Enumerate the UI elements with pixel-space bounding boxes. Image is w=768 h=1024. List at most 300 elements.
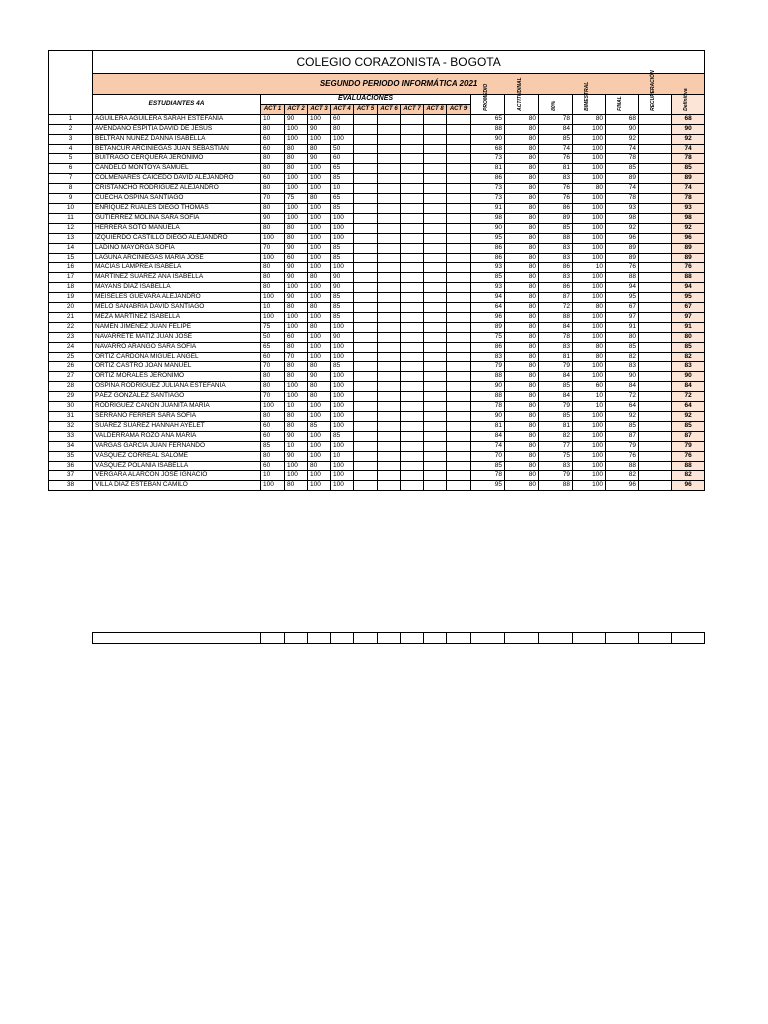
recuperacion-value xyxy=(639,461,672,471)
act3-score: 80 xyxy=(308,194,331,204)
act3-score: 80 xyxy=(308,322,331,332)
table-row xyxy=(49,362,705,372)
act1-score: 80 xyxy=(261,154,285,164)
empty-cell xyxy=(401,372,424,382)
act3-score: 80 xyxy=(308,303,331,313)
eighty-pct-value: 79 xyxy=(539,402,573,412)
act2-score: 90 xyxy=(285,293,308,303)
actitudinal-header xyxy=(505,77,539,115)
empty-cell xyxy=(354,421,378,431)
eighty-pct-value: 72 xyxy=(539,303,573,313)
table-row xyxy=(49,273,705,283)
actitudinal-value: 80 xyxy=(505,392,539,402)
empty-cell xyxy=(447,322,471,332)
act2-score: 100 xyxy=(285,471,308,481)
act1-score: 60 xyxy=(261,134,285,144)
actitudinal-value: 80 xyxy=(505,441,539,451)
definitiva-value: 84 xyxy=(672,382,705,392)
empty-cell xyxy=(424,253,447,263)
row-number: 15 xyxy=(49,253,93,263)
bimestral-value: 100 xyxy=(573,213,606,223)
empty-cell xyxy=(639,633,672,644)
eighty-pct-value: 78 xyxy=(539,114,573,124)
empty-cell xyxy=(539,633,573,644)
act3-score: 100 xyxy=(308,223,331,233)
act-header-6: ACT 6 xyxy=(378,104,401,114)
recuperacion-value xyxy=(639,421,672,431)
row-number: 14 xyxy=(49,243,93,253)
eighty-pct-value: 86 xyxy=(539,283,573,293)
empty-cell xyxy=(378,154,401,164)
act1-score: 100 xyxy=(261,233,285,243)
final-value: 98 xyxy=(606,213,639,223)
bimestral-value: 100 xyxy=(573,372,606,382)
act2-score: 100 xyxy=(285,382,308,392)
act2-score: 80 xyxy=(285,372,308,382)
act3-score: 90 xyxy=(308,372,331,382)
act4-score: 100 xyxy=(331,421,354,431)
empty-cell xyxy=(401,451,424,461)
actitudinal-value: 80 xyxy=(505,223,539,233)
table-row xyxy=(49,174,705,184)
empty-cell xyxy=(354,273,378,283)
empty-cell xyxy=(447,372,471,382)
actitudinal-value: 80 xyxy=(505,303,539,313)
final-value: 78 xyxy=(606,194,639,204)
empty-cell xyxy=(285,633,308,644)
act4-score: 100 xyxy=(331,461,354,471)
act4-score: 85 xyxy=(331,203,354,213)
empty-cell xyxy=(354,174,378,184)
actitudinal-value: 80 xyxy=(505,114,539,124)
final-value: 92 xyxy=(606,412,639,422)
student-name: CRISTANCHO RODRIGUEZ ALEJANDRO xyxy=(93,184,261,194)
act4-score: 60 xyxy=(331,114,354,124)
promedio-value: 73 xyxy=(471,184,505,194)
recuperacion-value xyxy=(639,253,672,263)
empty-cell xyxy=(424,412,447,422)
act2-score: 90 xyxy=(285,243,308,253)
empty-cell xyxy=(447,184,471,194)
promedio-value: 70 xyxy=(471,451,505,461)
actitudinal-value: 80 xyxy=(505,372,539,382)
empty-cell xyxy=(401,342,424,352)
empty-cell xyxy=(378,203,401,213)
final-value: 89 xyxy=(606,174,639,184)
row-number: 16 xyxy=(49,263,93,273)
definitiva-value: 82 xyxy=(672,471,705,481)
definitiva-value: 92 xyxy=(672,223,705,233)
act3-score: 100 xyxy=(308,412,331,422)
actitudinal-value: 80 xyxy=(505,451,539,461)
student-name: ENRÍQUEZ RUALES DIEGO THOMÁS xyxy=(93,203,261,213)
act3-score: 100 xyxy=(308,332,331,342)
final-value: 90 xyxy=(606,372,639,382)
promedio-value: 91 xyxy=(471,203,505,213)
table-row xyxy=(49,144,705,154)
empty-cell xyxy=(378,481,401,491)
eighty-pct-value: 84 xyxy=(539,372,573,382)
eighty-pct-value: 83 xyxy=(539,174,573,184)
empty-cell xyxy=(424,184,447,194)
final-value: 85 xyxy=(606,342,639,352)
student-name: BUITRAGO CERQUERA JERÓNIMO xyxy=(93,154,261,164)
empty-cell xyxy=(401,184,424,194)
empty-cell xyxy=(447,124,471,134)
empty-cell xyxy=(401,471,424,481)
table-row xyxy=(49,213,705,223)
act3-score: 100 xyxy=(308,431,331,441)
empty-cell xyxy=(354,203,378,213)
empty-cell xyxy=(573,633,606,644)
actitudinal-value: 80 xyxy=(505,332,539,342)
final-value: 74 xyxy=(606,184,639,194)
recuperacion-value xyxy=(639,144,672,154)
act-header-2: ACT 2 xyxy=(285,104,308,114)
empty-cell xyxy=(378,134,401,144)
student-name: CANDELO MONTOYA SAMUEL xyxy=(93,164,261,174)
definitiva-value: 76 xyxy=(672,451,705,461)
promedio-value: 93 xyxy=(471,283,505,293)
definitiva-value: 98 xyxy=(672,213,705,223)
empty-cell xyxy=(401,263,424,273)
empty-cell xyxy=(447,144,471,154)
recuperacion-value xyxy=(639,342,672,352)
empty-cell xyxy=(354,471,378,481)
bimestral-value: 100 xyxy=(573,362,606,372)
bimestral-value: 100 xyxy=(573,412,606,422)
empty-cell xyxy=(378,322,401,332)
actitudinal-value: 80 xyxy=(505,194,539,204)
table-row xyxy=(49,332,705,342)
empty-cell xyxy=(424,263,447,273)
promedio-value: 86 xyxy=(471,174,505,184)
act1-score: 80 xyxy=(261,283,285,293)
act1-score: 60 xyxy=(261,174,285,184)
table-row xyxy=(49,471,705,481)
recuperacion-value xyxy=(639,134,672,144)
act3-score: 100 xyxy=(308,441,331,451)
empty-cell xyxy=(447,134,471,144)
evaluations-header: EVALUACIONES xyxy=(261,95,471,105)
empty-cell xyxy=(354,412,378,422)
promedio-value: 73 xyxy=(471,154,505,164)
definitiva-value: 72 xyxy=(672,392,705,402)
final-value: 95 xyxy=(606,293,639,303)
bimestral-value: 100 xyxy=(573,322,606,332)
final-value: 78 xyxy=(606,154,639,164)
promedio-value: 90 xyxy=(471,223,505,233)
act2-score: 80 xyxy=(285,362,308,372)
empty-cell xyxy=(378,471,401,481)
actitudinal-value: 80 xyxy=(505,174,539,184)
corner-cell xyxy=(49,51,93,115)
empty-cell xyxy=(424,134,447,144)
act3-score: 80 xyxy=(308,362,331,372)
final-value: 76 xyxy=(606,263,639,273)
empty-cell xyxy=(447,273,471,283)
act1-score: 80 xyxy=(261,263,285,273)
act4-score: 85 xyxy=(331,431,354,441)
row-number: 22 xyxy=(49,322,93,332)
eighty-pct-value: 88 xyxy=(539,312,573,322)
act3-score: 100 xyxy=(308,114,331,124)
act4-score: 85 xyxy=(331,303,354,313)
act2-score: 80 xyxy=(285,223,308,233)
empty-cell xyxy=(354,461,378,471)
act4-score: 85 xyxy=(331,174,354,184)
empty-cell xyxy=(447,441,471,451)
student-name: LADINO MAYORGA SOFÍA xyxy=(93,243,261,253)
table-row xyxy=(49,451,705,461)
empty-cell xyxy=(401,223,424,233)
empty-cell xyxy=(447,352,471,362)
empty-cell xyxy=(401,124,424,134)
row-number: 3 xyxy=(49,134,93,144)
act1-score: 90 xyxy=(261,213,285,223)
act1-score: 80 xyxy=(261,203,285,213)
act2-score: 90 xyxy=(285,451,308,461)
act4-score: 100 xyxy=(331,372,354,382)
final-value: 96 xyxy=(606,481,639,491)
act3-score: 100 xyxy=(308,293,331,303)
promedio-value: 84 xyxy=(471,431,505,441)
actitudinal-value: 80 xyxy=(505,164,539,174)
actitudinal-value: 80 xyxy=(505,312,539,322)
act1-score: 60 xyxy=(261,421,285,431)
row-number: 8 xyxy=(49,184,93,194)
empty-cell xyxy=(354,164,378,174)
empty-cell xyxy=(401,392,424,402)
empty-cell xyxy=(447,174,471,184)
table-row xyxy=(49,322,705,332)
empty-cell xyxy=(354,233,378,243)
recuperacion-value xyxy=(639,194,672,204)
eighty-pct-value: 74 xyxy=(539,144,573,154)
recuperacion-value xyxy=(639,293,672,303)
empty-cell xyxy=(447,481,471,491)
promedio-value: 83 xyxy=(471,352,505,362)
act4-score: 65 xyxy=(331,164,354,174)
act2-score: 10 xyxy=(285,402,308,412)
students-header: ESTUDIANTES 4A xyxy=(93,95,261,115)
empty-cell xyxy=(354,154,378,164)
promedio-value: 79 xyxy=(471,362,505,372)
empty-cell xyxy=(447,243,471,253)
act2-score: 10 xyxy=(285,441,308,451)
empty-cell xyxy=(354,352,378,362)
act4-score: 85 xyxy=(331,312,354,322)
recuperacion-value xyxy=(639,402,672,412)
period-title: SEGUNDO PERIODO INFORMÁTICA 2021 xyxy=(93,74,705,95)
student-name: AVENDAÑO ESPITIA DAVID DE JESÚS xyxy=(93,124,261,134)
promedio-value: 68 xyxy=(471,144,505,154)
bimestral-value: 100 xyxy=(573,203,606,213)
actitudinal-value: 80 xyxy=(505,134,539,144)
definitiva-value: 89 xyxy=(672,243,705,253)
table-row xyxy=(49,402,705,412)
empty-cell xyxy=(447,154,471,164)
eighty-pct-value: 82 xyxy=(539,431,573,441)
row-number: 7 xyxy=(49,174,93,184)
empty-cell xyxy=(447,431,471,441)
empty-cell xyxy=(424,332,447,342)
empty-cell xyxy=(401,134,424,144)
promedio-value: 90 xyxy=(471,412,505,422)
table-row xyxy=(49,283,705,293)
recuperacion-value xyxy=(639,273,672,283)
definitiva-label: Definitiva xyxy=(683,88,690,111)
actitudinal-value: 80 xyxy=(505,431,539,441)
act2-score: 80 xyxy=(285,164,308,174)
empty-cell xyxy=(354,382,378,392)
act2-score: 75 xyxy=(285,194,308,204)
empty-cell xyxy=(447,233,471,243)
definitiva-value: 92 xyxy=(672,134,705,144)
row-number: 9 xyxy=(49,194,93,204)
act4-score: 85 xyxy=(331,293,354,303)
act2-score: 100 xyxy=(285,203,308,213)
final-value: 94 xyxy=(606,283,639,293)
bimestral-value: 100 xyxy=(573,144,606,154)
final-value: 80 xyxy=(606,332,639,342)
table-row xyxy=(49,253,705,263)
empty-cell xyxy=(447,421,471,431)
empty-cell xyxy=(378,382,401,392)
empty-cell xyxy=(354,441,378,451)
act2-score: 100 xyxy=(285,461,308,471)
empty-cell xyxy=(354,431,378,441)
definitiva-value: 78 xyxy=(672,154,705,164)
empty-cell xyxy=(424,441,447,451)
promedio-value: 78 xyxy=(471,402,505,412)
act1-score: 65 xyxy=(261,342,285,352)
actitudinal-value: 80 xyxy=(505,283,539,293)
definitiva-value: 96 xyxy=(672,233,705,243)
final-value: 76 xyxy=(606,451,639,461)
act3-score: 100 xyxy=(308,342,331,352)
row-number: 36 xyxy=(49,461,93,471)
actitudinal-value: 80 xyxy=(505,263,539,273)
empty-cell xyxy=(378,233,401,243)
empty-cell xyxy=(401,322,424,332)
recuperacion-value xyxy=(639,213,672,223)
definitiva-value: 88 xyxy=(672,273,705,283)
table-row xyxy=(49,342,705,352)
table-row xyxy=(49,154,705,164)
table-row xyxy=(49,194,705,204)
table-row xyxy=(49,312,705,322)
actitudinal-value: 80 xyxy=(505,322,539,332)
act2-score: 80 xyxy=(285,412,308,422)
promedio-value: 88 xyxy=(471,392,505,402)
table-row xyxy=(49,461,705,471)
empty-footer-row xyxy=(92,632,705,644)
act2-score: 60 xyxy=(285,253,308,263)
act-header-4: ACT 4 xyxy=(331,104,354,114)
row-number: 31 xyxy=(49,412,93,422)
promedio-value: 86 xyxy=(471,253,505,263)
empty-cell xyxy=(378,293,401,303)
definitiva-value: 90 xyxy=(672,124,705,134)
eighty-pct-value: 88 xyxy=(539,481,573,491)
act3-score: 80 xyxy=(308,392,331,402)
bimestral-value: 80 xyxy=(573,184,606,194)
recuperacion-value xyxy=(639,124,672,134)
bimestral-value: 100 xyxy=(573,421,606,431)
empty-cell xyxy=(447,471,471,481)
eighty-pct-value: 84 xyxy=(539,322,573,332)
student-name: MAYANS DÍAZ ISABELLA xyxy=(93,283,261,293)
recuperacion-value xyxy=(639,392,672,402)
promedio-value: 78 xyxy=(471,471,505,481)
empty-cell xyxy=(401,362,424,372)
bimestral-value: 100 xyxy=(573,293,606,303)
empty-cell xyxy=(424,342,447,352)
eighty-pct-value: 88 xyxy=(539,233,573,243)
table-row xyxy=(49,184,705,194)
eighty-pct-value: 78 xyxy=(539,332,573,342)
bimestral-value: 80 xyxy=(573,342,606,352)
eighty-pct-value: 81 xyxy=(539,352,573,362)
empty-cell xyxy=(447,194,471,204)
student-name: MEZA MARTÍNEZ ISABELLA xyxy=(93,312,261,322)
act4-score: 85 xyxy=(331,253,354,263)
empty-cell xyxy=(378,402,401,412)
act3-score: 100 xyxy=(308,174,331,184)
empty-cell xyxy=(401,303,424,313)
final-value: 67 xyxy=(606,303,639,313)
act2-score: 80 xyxy=(285,481,308,491)
act3-score: 100 xyxy=(308,481,331,491)
empty-cell xyxy=(378,352,401,362)
act2-score: 80 xyxy=(285,154,308,164)
act-header-1: ACT 1 xyxy=(261,104,285,114)
act2-score: 80 xyxy=(285,233,308,243)
empty-cell xyxy=(378,213,401,223)
actitudinal-value: 80 xyxy=(505,461,539,471)
act4-score: 100 xyxy=(331,481,354,491)
definitiva-value: 64 xyxy=(672,402,705,412)
eighty-pct-value: 83 xyxy=(539,253,573,263)
empty-cell xyxy=(424,144,447,154)
empty-cell xyxy=(378,184,401,194)
promedio-value: 85 xyxy=(471,461,505,471)
bimestral-header xyxy=(573,81,606,115)
final-value: 93 xyxy=(606,203,639,213)
empty-cell xyxy=(354,451,378,461)
empty-cell xyxy=(424,322,447,332)
student-name: GUTIÉRREZ MOLINA SARA SOFÍA xyxy=(93,213,261,223)
definitiva-value: 89 xyxy=(672,174,705,184)
recuperacion-value xyxy=(639,203,672,213)
actitudinal-value: 80 xyxy=(505,144,539,154)
bimestral-value: 100 xyxy=(573,283,606,293)
empty-cell xyxy=(378,303,401,313)
empty-cell xyxy=(401,203,424,213)
act4-score: 100 xyxy=(331,352,354,362)
definitiva-value: 80 xyxy=(672,332,705,342)
recuperacion-value xyxy=(639,481,672,491)
empty-cell xyxy=(378,312,401,322)
eighty-pct-value: 83 xyxy=(539,243,573,253)
definitiva-value: 85 xyxy=(672,421,705,431)
table-row xyxy=(49,114,705,124)
act4-score: 85 xyxy=(331,243,354,253)
recuperacion-value xyxy=(639,263,672,273)
definitiva-value: 79 xyxy=(672,441,705,451)
empty-cell xyxy=(401,144,424,154)
